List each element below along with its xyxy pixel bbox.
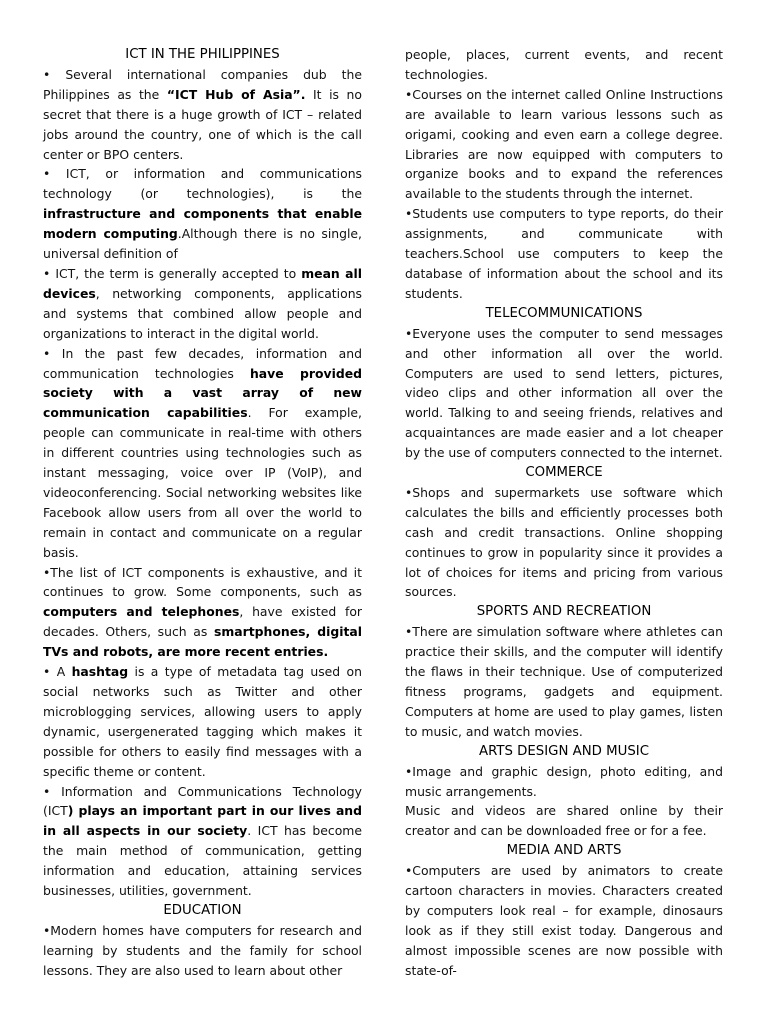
paragraph-education-continued: people, places, current events, and recent technologies.	[405, 47, 723, 82]
text-run: , have existed for decades. Others, such as	[43, 604, 362, 640]
section-heading-ict-philippines: ICT IN THE PHILIPPINES	[125, 47, 280, 62]
paragraph-commerce: •Shops and supermarkets use software which calculates the bills and efficiently processes both cash and credit transactions. Online shopping continues to grow in popularity since it provides a lot of choices for items and pricing from various sources.	[405, 484, 723, 600]
text-run: is a type of metadata tag used on social networks such as Twitter and other microblogging services, allowing users to apply dynamic, usergenerated tagging which makes it possible for others to easily find messages with a specific theme or content.	[43, 664, 362, 779]
emphasis-ict-hub: “ICT Hub of Asia”.	[166, 86, 306, 102]
section-heading-education: EDUCATION	[163, 902, 242, 918]
text-run: . ICT has become the main method of communication, getting information and education, attaining services businesses, utilities, government.	[43, 823, 362, 899]
text-run: • ICT, the term is generally accepted to	[43, 265, 302, 281]
paragraph-ict-components	[43, 563, 362, 663]
paragraph-online-instructions: •Courses on the internet called Online Instructions are available to learn various lessons such as origami, cooking and even earn a college degree. Libraries are now equipped with computers to organize books and to expand the references available to the students through the internet.	[405, 86, 723, 202]
paragraph-ict-definition	[43, 164, 362, 264]
text-run: • A	[43, 664, 72, 680]
paragraph-telecommunications: •Everyone uses the computer to send messages and other information all over the world. Computers are used to send letters, pictures, video clips and other information all over the world. Talking to and seeing friends, relatives and acquaintances are made easier and a lot cheaper by the use of computers connected to the internet.	[405, 325, 723, 461]
text-run: • In the past few decades, information and communication technologies	[43, 345, 362, 381]
paragraph-communication-capabilities	[43, 344, 362, 563]
emphasis-hashtag: hashtag	[71, 664, 129, 680]
paragraph-media-arts: •Computers are used by animators to create cartoon characters in movies. Characters created by computers look real – for example, dinosaurs look as if they still exist today. Dangerous and almost impossible scenes are now possible with state-of-	[405, 863, 723, 978]
text-run: • Information and Communications Technology (ICT	[43, 783, 362, 819]
right-column	[405, 45, 723, 981]
section-heading-media-arts: MEDIA AND ARTS	[506, 843, 622, 859]
paragraph-hashtag	[43, 662, 362, 781]
text-run: •The list of ICT components is exhaustive, and it continues to grow. Some components, such as	[43, 564, 362, 600]
emphasis-computers-telephones: computers and telephones	[43, 604, 240, 620]
section-heading-commerce: COMMERCE	[525, 465, 603, 481]
emphasis-infrastructure: infrastructure and components that enable modern computing	[43, 206, 362, 242]
emphasis-important-part: ) plays an important part in our lives and in all aspects in our society	[43, 803, 362, 839]
text-run: , networking components, applications and systems that combined allow people and organizations to interact in the digital world.	[43, 285, 362, 341]
section-heading-telecommunications: TELECOMMUNICATIONS	[485, 305, 643, 321]
paragraph-sports: •There are simulation software where athletes can practice their skills, and the computer will identify the flaws in their technique. Use of computerized fitness programs, gadgets and equipment. Computers at home are used to play games, listen to music, and watch movies.	[405, 624, 723, 739]
paragraph-arts-design: •Image and graphic design, photo editing, and music arrangements.	[405, 763, 723, 799]
paragraph-ict-hub	[43, 65, 362, 165]
emphasis-recent-entries: smartphones, digital TVs and robots, are more recent entries.	[43, 624, 362, 660]
paragraph-students: •Students use computers to type reports, do their assignments, and communicate with teachers.School use computers to keep the database of information about the school and its students.	[405, 206, 723, 301]
paragraph-music-videos: Music and videos are shared online by their creator and can be downloaded free or for a fee.	[405, 803, 723, 839]
emphasis-capabilities: have provided society with a vast array of new communication capabilities	[43, 365, 362, 421]
emphasis-all-devices: mean all devices	[43, 265, 362, 301]
paragraph-ict-role	[43, 782, 362, 901]
text-run: It is no secret that there is a huge growth of ICT – related jobs around the country, one of which is the call center or BPO centers.	[43, 86, 362, 162]
paragraph-ict-term	[43, 264, 362, 344]
text-run: . For example, people can communicate in real-time with others in different countries using technologies such as instant messaging, voice over IP (VoIP), and videoconferencing. Social networking websites like Facebook allow users from all over the world to remain in contact and communicate on a regular basis.	[43, 405, 362, 560]
section-heading-sports: SPORTS AND RECREATION	[476, 604, 652, 620]
text-run: .Although there is no single, universal definition of	[43, 226, 362, 262]
paragraph-education-homes: •Modern homes have computers for research and learning by students and the family for school lessons. They are also used to learn about other	[43, 922, 362, 978]
text-run: • ICT, or information and communications technology (or technologies), is the	[43, 166, 362, 202]
section-heading-arts-music: ARTS DESIGN AND MUSIC	[479, 743, 649, 759]
text-run: • Several international companies dub the Philippines as the	[43, 66, 362, 102]
left-column	[43, 45, 362, 981]
